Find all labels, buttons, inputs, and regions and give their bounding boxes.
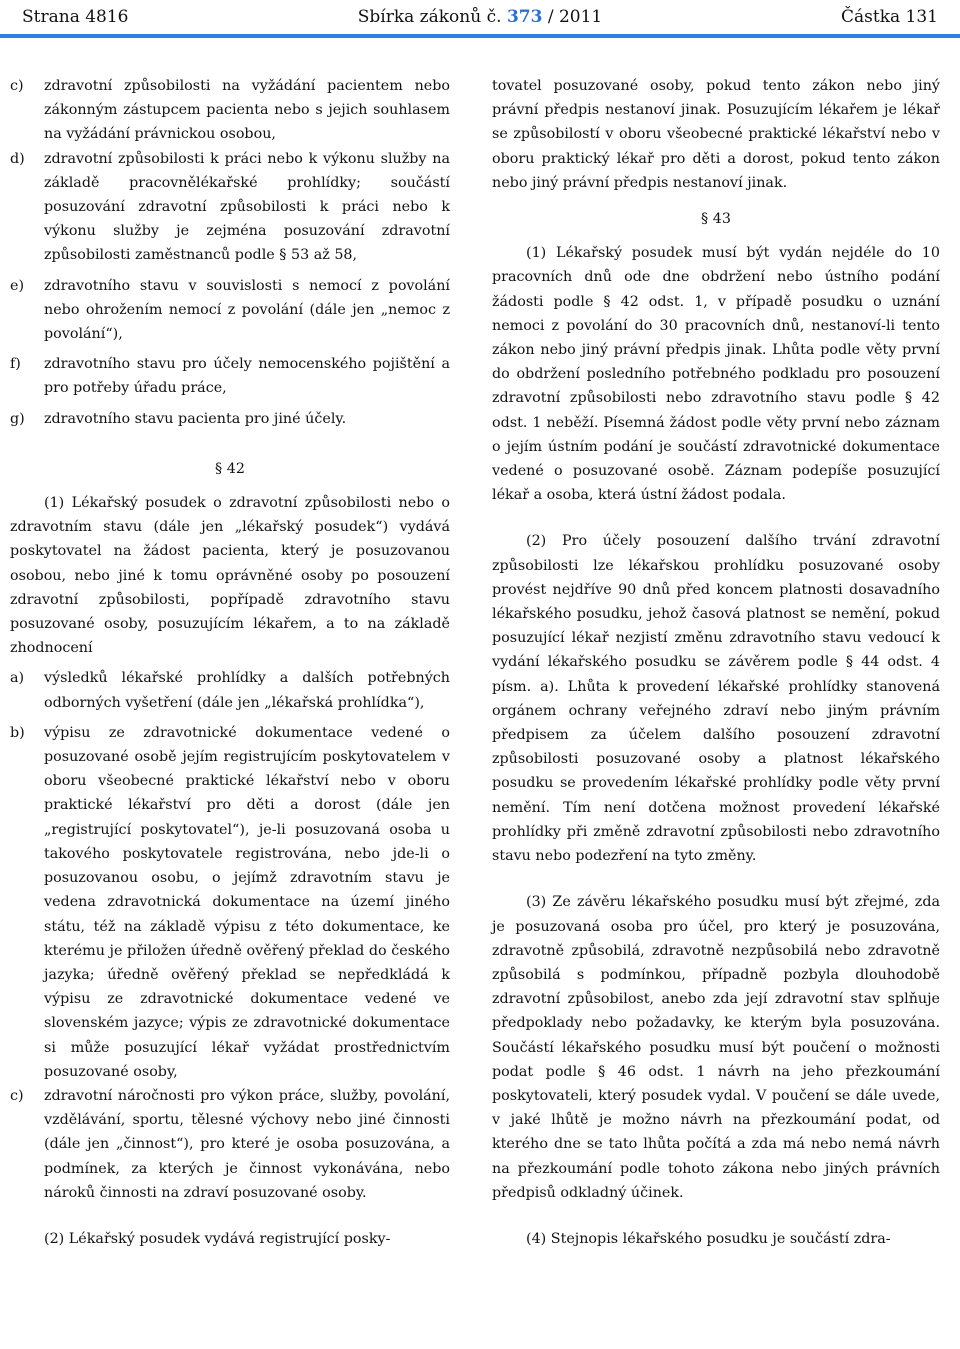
paragraph-42-2-start: (2) Lékařský posudek vydává registrující posky- — [44, 1230, 391, 1247]
paragraph-43-4-start: (4) Stejnopis lékařského posudku je součástí zdra- — [526, 1230, 891, 1247]
item-text: zdravotní náročnosti pro výkon práce, služby, povolání, vzdělávání, sportu, tělesné výchovy nebo jiné činnosti (dále jen „činnost“), pro které je osoba posuzována, a podmínek, za kterých je činnost vykonávána, nebo nároků činnosti na zdraví posuzované osoby. — [44, 1087, 450, 1201]
collection-title — [22, 0, 938, 34]
item-text: zdravotního stavu v souvislosti s nemocí z povolání nebo ohrožením nemocí z povolání (dále jen „nemoc z povolání“), — [44, 277, 450, 343]
item-label: c) — [10, 1087, 24, 1104]
item-label: f) — [10, 356, 21, 373]
list-item — [10, 666, 450, 714]
item-text: zdravotního stavu pro účely nemocenského pojištění a pro potřeby úřadu práce, — [44, 356, 450, 397]
list-item — [10, 407, 450, 431]
paragraph-42-1: (1) Lékařský posudek o zdravotní způsobilosti nebo o zdravotním stavu (dále jen „lékařský posudek“) vydává poskytovatel na žádost pacienta, který je posuzovanou osobou, nebo jiné k tomu oprávněné osoby po posouzení zdravotní způsobilosti, popřípadě zdravotního stavu posuzované osoby, posuzujícím lékařem, a to na základě zhodnocení — [10, 495, 450, 657]
item-text: zdravotní způsobilosti na vyžádání pacientem nebo zákonným zástupcem pacienta nebo s jejich souhlasem na vyžádání právnickou osobou, — [44, 78, 450, 143]
list-item — [10, 274, 450, 347]
paragraph-43-1: (1) Lékařský posudek musí být vydán nejdéle do 10 pracovních dnů ode dne obdržení nebo ústního podání žádosti podle § 42 odst. 1, v případě posudku o uznání nemoci z povolání do 30 pracovních dnů, nestanoví-li tento zákon nebo jiný právní předpis jinak. Lhůta podle věty první do obdržení posledního potřebného podkladu pro posouzení zdravotní způsobilosti nebo zdravotního stavu podle § 42 odst. 1 neběží. Písemná žádost podle věty první nebo záznam o jejím ústním podání je součástí zdravotnické dokumentace vedené o posuzované osobě. Záznam podepíše posuzující lékař a osoba, která ústní žádost podala. — [492, 245, 940, 504]
issue-year: / 2011 — [542, 7, 603, 27]
item-label: e) — [10, 277, 25, 294]
left-column — [10, 74, 450, 1251]
section-heading-42: § 42 — [215, 460, 245, 477]
page-header — [22, 0, 938, 34]
paragraph-43-2: (2) Pro účely posouzení dalšího trvání zdravotní způsobilosti lze lékařskou prohlídku posuzované osoby provést nejdříve 90 dnů před koncem platnosti dosavadního lékařského posudku, jehož časová platnost se nemění, pokud posuzující lékař nezjistí změnu zdravotního stavu vedoucí k vydání lékařského posudku se závěrem podle § 44 odst. 4 písm. a). Lhůta k provedení lékařské prohlídky stanovená orgánem ochrany veřejného zdraví nebo jiným právním předpisem za účelem dalšího posouzení zdravotní způsobilosti posuzované osoby a platnost lékařského posudku se provedením lékařské prohlídky podle věty první nemění. Tím není dotčena možnost provedení lékařské prohlídky při změně zdravotní způsobilosti nebo zdravotního stavu nebo podezření na tyto změny. — [492, 533, 940, 865]
issue-number: 373 — [506, 7, 543, 27]
item-label: g) — [10, 410, 25, 427]
list-item — [10, 352, 450, 400]
right-column — [492, 74, 940, 1251]
list-item — [10, 1084, 450, 1205]
item-label: c) — [10, 78, 24, 94]
list-item — [10, 74, 450, 147]
page-number: Strana 4816 — [22, 7, 129, 27]
section-heading-43: § 43 — [701, 211, 731, 228]
item-label: a) — [10, 670, 25, 687]
collection-label: Sbírka zákonů č. — [357, 7, 502, 27]
item-text: výpisu ze zdravotnické dokumentace vedené o posuzované osobě jejím registrujícím poskytovatelem v oboru všeobecné praktické lékařství nebo v oboru praktické lékařství pro děti a dorost (dále jen „registrující poskytovatel“), je-li posuzovaná osoba u takového poskytovatele registrována, nebo jde-li o posuzovanou osobu, o jejímž zdravotním stavu je vedena zdravotnická dokumentace na území jiného státu, též na základě výpisu z této dokumentace, ke kterému je přiložen úředně ověřený překlad do českého jazyka; úředně ověřený překlad se nepředkládá k výpisu ze zdravotnické dokumentace vedené ve slovenském jazyce; výpis ze zdravotnické dokumentace si může posuzující lékař vyžádat prostřednictvím posuzované osoby, — [44, 724, 450, 1080]
list-item — [10, 147, 450, 268]
part-number: Částka 131 — [841, 7, 938, 27]
item-label: d) — [10, 150, 25, 167]
item-text: zdravotního stavu pacienta pro jiné účely. — [44, 410, 347, 427]
item-text: zdravotní způsobilosti k práci nebo k výkonu služby na základě pracovnělékařské prohlídky; součástí posuzování zdravotní způsobilosti k práci nebo k výkonu služby je zejména posuzování zdravotní způsobilosti zaměstnanců podle § 53 až 58, — [44, 150, 450, 264]
paragraph-43-3: (3) Ze závěru lékařského posudku musí být zřejmé, zda je posuzovaná osoba pro účel, pro který je posuzována, zdravotně způsobilá, zdravotně nezpůsobilá nebo zdravotně způsobilá s podmínkou, případně pozbyla dlouhodobě zdravotní způsobilost, anebo zda její zdravotní stav splňuje předpoklady nebo požadavky, ke kterým byla posuzována. Součástí lékařského posudku musí být poučení o možnosti podat podle § 46 odst. 1 návrh na jeho přezkoumání poskytovateli, který posudek vydal. V poučení se dále uvede, v jaké lhůtě je možno návrh na přezkoumání podat, od kterého dne se tato lhůta počítá a zda má nebo nemá návrh na přezkoumání podle tohoto zákona nebo jiných právních předpisů odkladný účinek. — [492, 894, 940, 1201]
item-label: b) — [10, 724, 25, 741]
item-text: výsledků lékařské prohlídky a dalších potřebných odborných vyšetření (dále jen „lékařská prohlídka“), — [44, 670, 450, 711]
header-rule — [0, 34, 960, 38]
paragraph-42-2-continued: tovatel posuzované osoby, pokud tento zákon nebo jiný právní předpis nestanoví jinak. Posuzujícím lékařem je lékař se způsobilostí v oboru všeobecné praktické lékařství nebo v oboru praktický lékař pro děti a dorost, pokud tento zákon nebo jiný právní předpis nestanoví jinak. — [492, 78, 940, 191]
list-item — [10, 721, 450, 1084]
